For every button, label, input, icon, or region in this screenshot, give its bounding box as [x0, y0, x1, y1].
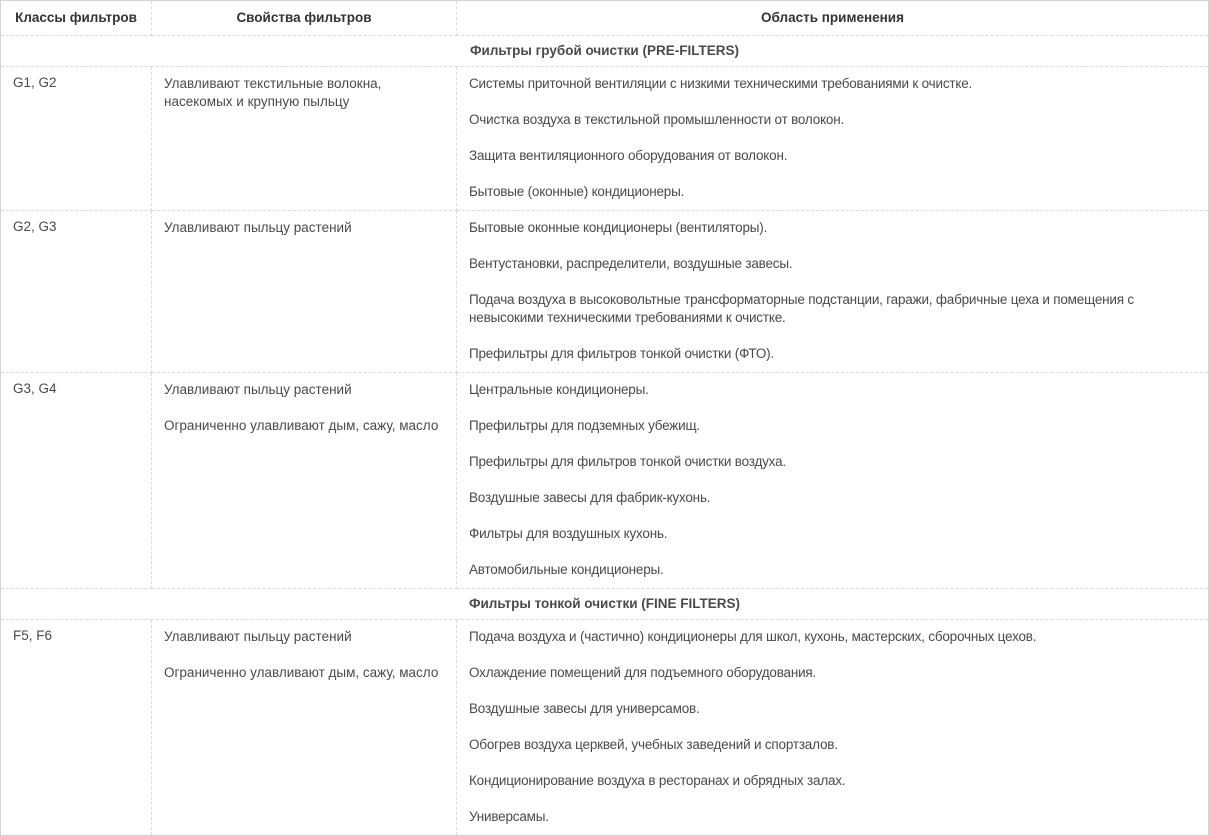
table-row-g1-g2 — [1, 67, 1209, 211]
filter-properties-cell — [152, 67, 457, 211]
property-text: Улавливают пыльцу растений — [164, 629, 352, 644]
column-header-applications: Область применения — [457, 1, 1209, 36]
column-header-properties: Свойства фильтров — [152, 1, 457, 36]
property-text: Улавливают пыльцу растений — [164, 220, 352, 235]
application-text: Очистка воздуха в текстильной промышленности от волокон. — [469, 112, 845, 127]
application-text: Бытовые оконные кондиционеры (вентиляторы). — [469, 220, 768, 235]
application-text: Охлаждение помещений для подъемного оборудования. — [469, 665, 817, 680]
application-text: Воздушные завесы для универсамов. — [469, 701, 700, 716]
application-text: Префильтры для фильтров тонкой очистки (ФТО). — [469, 346, 774, 361]
application-text: Вентустановки, распределители, воздушные завесы. — [469, 256, 793, 271]
filter-applications-cell — [457, 620, 1209, 836]
application-text: Универсамы. — [469, 809, 549, 824]
application-text: Подача воздуха и (частично) кондиционеры для школ, кухонь, мастерских, сборочных цехов. — [469, 629, 1037, 644]
application-text: Воздушные завесы для фабрик-кухонь. — [469, 490, 711, 505]
application-text: Системы приточной вентиляции с низкими техническими требованиями к очистке. — [469, 76, 973, 91]
filter-applications-cell — [457, 373, 1209, 589]
filter-applications-cell — [457, 67, 1209, 211]
application-text: Подача воздуха в высоковольтные трансформаторные подстанции, гаражи, фабричные цеха и помещения с невысокими техническими требованиями к очистке. — [469, 292, 1134, 325]
property-text: Улавливают текстильные волокна, насекомых и крупную пыльцу — [164, 76, 382, 109]
section-row-fine-filters — [1, 589, 1209, 620]
filter-classes-cell: G3, G4 — [1, 373, 152, 589]
table-row-g2-g3 — [1, 211, 1209, 373]
table-row-g3-g4 — [1, 373, 1209, 589]
application-text: Центральные кондиционеры. — [469, 382, 649, 397]
application-text: Фильтры для воздушных кухонь. — [469, 526, 668, 541]
property-text: Ограниченно улавливают дым, сажу, масло — [164, 418, 439, 433]
property-text: Улавливают пыльцу растений — [164, 382, 352, 397]
section-row-pre-filters — [1, 36, 1209, 67]
application-text: Автомобильные кондиционеры. — [469, 562, 664, 577]
application-text: Обогрев воздуха церквей, учебных заведений и спортзалов. — [469, 737, 838, 752]
property-text: Ограниченно улавливают дым, сажу, масло — [164, 665, 439, 680]
filter-classes-cell: G2, G3 — [1, 211, 152, 373]
section-title: Фильтры грубой очистки (PRE-FILTERS) — [1, 36, 1209, 67]
filter-properties-cell — [152, 620, 457, 836]
filter-classes-cell: F5, F6 — [1, 620, 152, 836]
filter-properties-cell — [152, 211, 457, 373]
column-header-classes: Классы фильтров — [1, 1, 152, 36]
table-row-f5-f6 — [1, 620, 1209, 836]
application-text: Защита вентиляционного оборудования от волокон. — [469, 148, 788, 163]
filter-properties-cell — [152, 373, 457, 589]
header-row — [1, 1, 1209, 36]
application-text: Бытовые (оконные) кондиционеры. — [469, 184, 685, 199]
filter-applications-cell — [457, 211, 1209, 373]
application-text: Префильтры для фильтров тонкой очистки воздуха. — [469, 454, 786, 469]
filter-classes-cell: G1, G2 — [1, 67, 152, 211]
application-text: Префильтры для подземных убежищ. — [469, 418, 700, 433]
application-text: Кондиционирование воздуха в ресторанах и обрядных залах. — [469, 773, 846, 788]
section-title: Фильтры тонкой очистки (FINE FILTERS) — [1, 589, 1209, 620]
